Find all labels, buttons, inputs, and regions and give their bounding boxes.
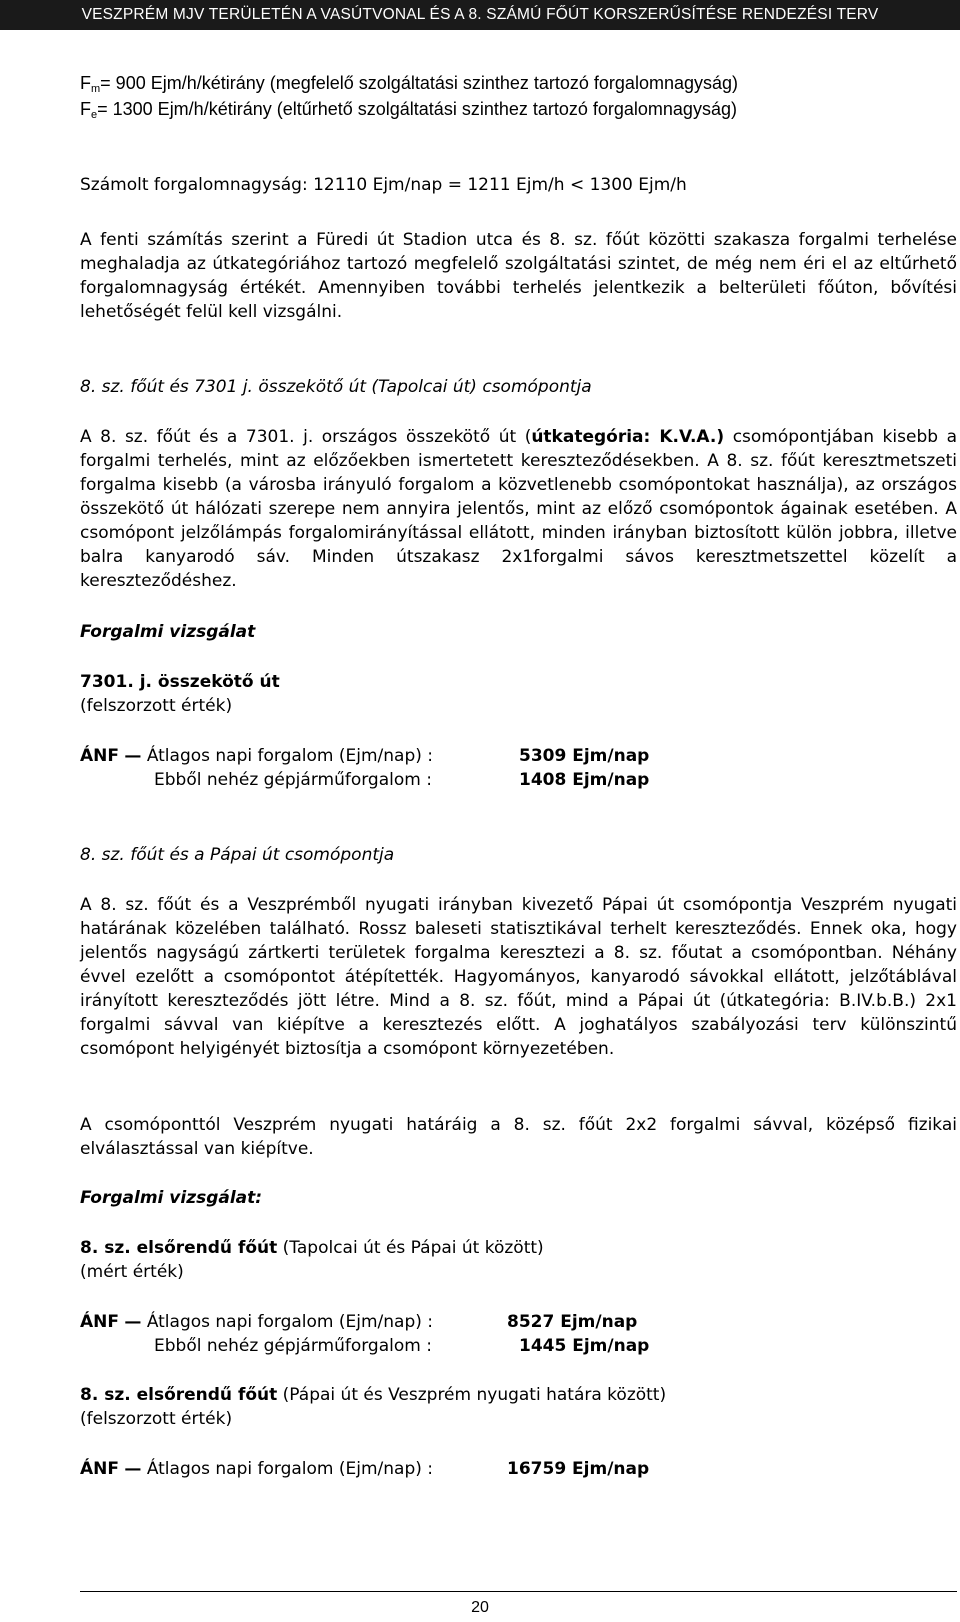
road-8-first-note: (mért érték) xyxy=(80,1262,184,1282)
anf-row-2: ÁNF — Átlagos napi forgalom (Ejm/nap) : xyxy=(80,1312,434,1332)
page-number: 20 xyxy=(471,1599,489,1616)
page-header xyxy=(0,0,960,30)
road-8-first: 8. sz. elsőrendű főút (Tapolcai út és Pápai út között) xyxy=(80,1238,544,1258)
capacity-fm-line: $F_m= 900$ Ejm/h/kétirány (megfelelő szolgáltatási szinthez tartozó forgalomnagyság) xyxy=(80,73,738,95)
heading-forgalmi-vizsgalat: Forgalmi vizsgálat xyxy=(80,622,256,642)
heavy-label-1: Ebből nehéz gépjárműforgalom : xyxy=(154,770,432,790)
anf-value-1: 5309 Ejm/nap xyxy=(519,746,650,766)
heavy-value-2: 1445 Ejm/nap xyxy=(519,1336,650,1356)
section-title-papai: 8. sz. főút és a Pápai út csomópontja xyxy=(80,845,395,865)
road-8-second: 8. sz. elsőrendű főút (Pápai út és Veszprém nyugati határa között) xyxy=(80,1385,667,1405)
paragraph-capacity-conclusion: A fenti számítás szerint a Füredi út Stadion utca és 8. sz. főút közötti szakasza forgalmi terhelése meghaladja az útkategóriához tartozó megfelelő szolgáltatási szintet, de még nem éri el az eltűrhető forgalomnagyság értékét. Amennyiben további terhelés jelentkezik a belterületi főúton, bővítési lehetőségét felül kell vizsgálni. xyxy=(80,230,957,322)
footer-divider xyxy=(80,1591,957,1592)
paragraph-papai-west: A csomóponttól Veszprém nyugati határáig a 8. sz. főút 2x2 forgalmi sávval, középső fizikai elválasztással van kiépítve. xyxy=(80,1115,957,1159)
anf-value-2: 8527 Ejm/nap xyxy=(507,1312,638,1332)
section-title-tapolcai: 8. sz. főút és 7301 j. összekötő út (Tapolcai út) csomópontja xyxy=(80,377,592,397)
road-7301-note: (felszorzott érték) xyxy=(80,696,233,716)
paragraph-tapolcai: A 8. sz. főút és a 7301. j. országos összekötő út (útkategória: K.V.A.) csomópontjában kisebb a forgalmi terhelés, mint az előzőekben ismertetett kereszteződésekben. A 8. sz. főút keresztmetszeti forgalma kisebb (a városba irányuló forgalom a közvetlenebb csomópontokat használja), az országos összekötő út hálózati szerepe nem annyira jelentős, mint az előző csomópontok ágainak esetében. A csomópont jelzőlámpás forgalomirányítással ellátott, minden irányban biztosított külön jobbra, illetve balra kanyarodó sáv. Minden útszakasz 2x1forgalmi sávos keresztmetszettel közelít a kereszteződéshez. xyxy=(80,427,957,591)
computed-traffic-line: Számolt forgalomnagyság: 12110 Ejm/nap = 1211 Ejm/h < 1300 Ejm/h xyxy=(80,175,687,195)
heavy-label-2: Ebből nehéz gépjárműforgalom : xyxy=(154,1336,432,1356)
header-title: VESZPRÉM MJV TERÜLETÉN A VASÚTVONAL ÉS A 8. SZÁMÚ FŐÚT KORSZERŰSÍTÉSE RENDEZÉSI TERV xyxy=(81,6,879,23)
paragraph-papai: A 8. sz. főút és a Veszprémből nyugati irányban kivezető Pápai út csomópontja Veszprém nyugati határának közelében található. Rossz baleseti statisztikával terhelt kereszteződés. Ennek oka, hogy jelentős nagyságú zártkerti területek forgalma keresztezi a 8. sz. főutat a csomópontban. Néhány évvel ezelőtt a csomópontot átépítették. Hagyományos, kanyarodó sávokkal ellátott, jelzőtáblával irányított kereszteződés jött létre. Mind a 8. sz. főút, mind a Pápai út (útkategória: B.IV.b.B.) 2x1 forgalmi sávval van kiépítve a keresztezés előtt. A joghatályos szabályozási terv különszintű csomópont helyigényét biztosítja a csomópont környezetében. xyxy=(80,895,957,1059)
heavy-value-1: 1408 Ejm/nap xyxy=(519,770,650,790)
anf-value-3: 16759 Ejm/nap xyxy=(507,1459,650,1479)
heading-forgalmi-vizsgalat-2: Forgalmi vizsgálat: xyxy=(80,1188,263,1208)
anf-row-3: ÁNF — Átlagos napi forgalom (Ejm/nap) : xyxy=(80,1459,434,1479)
anf-row-1: ÁNF — Átlagos napi forgalom (Ejm/nap) : xyxy=(80,746,434,766)
road-8-second-note: (felszorzott érték) xyxy=(80,1409,233,1429)
capacity-fe-line: $F_e= 1300$ Ejm/h/kétirány (eltűrhető szolgáltatási szinthez tartozó forgalomnagyság) xyxy=(80,99,737,121)
road-7301: 7301. j. összekötő út xyxy=(80,672,280,692)
